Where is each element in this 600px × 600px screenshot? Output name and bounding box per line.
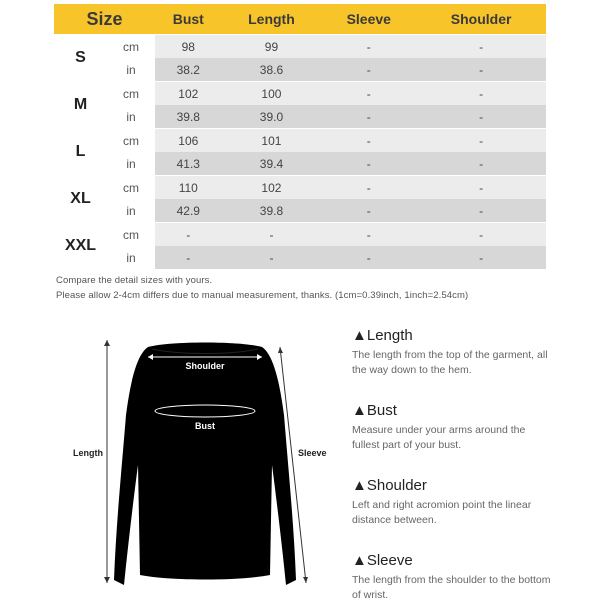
shoulder-value: - [416, 129, 546, 152]
header-sleeve: Sleeve [321, 4, 416, 34]
bust-value: 39.8 [155, 105, 222, 128]
legend-length [352, 327, 552, 378]
sleeve-value: - [321, 58, 416, 81]
length-value: 101 [222, 129, 322, 152]
table-row [54, 176, 546, 199]
unit-cell: in [107, 246, 155, 269]
sleeve-value: - [321, 129, 416, 152]
size-label-m: M [54, 82, 107, 128]
unit-cell: in [107, 199, 155, 222]
length-value: 39.8 [222, 199, 322, 222]
header-shoulder: Shoulder [416, 4, 546, 34]
size-chart-table [54, 4, 546, 270]
sleeve-value: - [321, 105, 416, 128]
legend-length-desc: The length from the top of the garment, all the way down to the hem. [352, 349, 548, 376]
length-value: 39.0 [222, 105, 322, 128]
sleeve-value: - [321, 152, 416, 175]
sleeve-label: Sleeve [298, 448, 327, 458]
header-bust: Bust [155, 4, 222, 34]
sleeve-value: - [321, 223, 416, 246]
sleeve-value: - [321, 82, 416, 105]
legend-sleeve-desc: The length from the shoulder to the bottom of wrist. [352, 574, 551, 600]
unit-cell: in [107, 105, 155, 128]
length-value: 99 [222, 35, 322, 58]
table-row [54, 58, 546, 81]
sleeve-value: - [321, 246, 416, 269]
garment-silhouette [114, 343, 296, 586]
bust-value: 41.3 [155, 152, 222, 175]
shoulder-value: - [416, 82, 546, 105]
table-row [54, 129, 546, 152]
bust-value: 106 [155, 129, 222, 152]
shoulder-value: - [416, 246, 546, 269]
table-row [54, 246, 546, 269]
measurement-note: Please allow 2-4cm differs due to manual measurement, thanks. (1cm=0.39inch, 1inch=2.54cm) [56, 290, 469, 301]
legend-shoulder [352, 477, 552, 528]
length-arrow-top [104, 340, 110, 346]
legend-shoulder-desc: Left and right acromion point the linear distance between. [352, 499, 532, 526]
legend-bust [352, 402, 552, 453]
legend-sleeve [352, 552, 552, 600]
sleeve-value: - [321, 176, 416, 199]
shoulder-label: Shoulder [185, 361, 225, 371]
shoulder-value: - [416, 58, 546, 81]
table-row [54, 35, 546, 58]
length-label: Length [73, 448, 103, 458]
unit-cell: in [107, 152, 155, 175]
length-value: 39.4 [222, 152, 322, 175]
legend-length-title: ▲Length [352, 327, 413, 344]
bust-value: 38.2 [155, 58, 222, 81]
length-value: - [222, 223, 322, 246]
compare-note: Compare the detail sizes with yours. [56, 275, 213, 286]
size-label-l: L [54, 129, 107, 175]
header-size: Size [54, 4, 155, 34]
garment-diagram [60, 325, 350, 600]
bust-value: 98 [155, 35, 222, 58]
bust-label: Bust [195, 421, 215, 431]
length-value: 102 [222, 176, 322, 199]
table-row [54, 105, 546, 128]
unit-cell: cm [107, 35, 155, 58]
sleeve-value: - [321, 199, 416, 222]
bust-value: - [155, 246, 222, 269]
shoulder-value: - [416, 199, 546, 222]
length-arrow-bottom [104, 577, 110, 583]
legend-shoulder-title: ▲Shoulder [352, 477, 427, 494]
shoulder-value: - [416, 105, 546, 128]
shoulder-value: - [416, 223, 546, 246]
table-header-row [54, 4, 546, 34]
length-value: 38.6 [222, 58, 322, 81]
sleeve-value: - [321, 35, 416, 58]
shoulder-value: - [416, 176, 546, 199]
unit-cell: cm [107, 223, 155, 246]
bust-value: 110 [155, 176, 222, 199]
table-row [54, 152, 546, 175]
size-label-xxl: XXL [54, 223, 107, 269]
header-length: Length [222, 4, 322, 34]
table-row [54, 82, 546, 105]
size-label-s: S [54, 35, 107, 81]
table-row [54, 223, 546, 246]
shoulder-value: - [416, 35, 546, 58]
bust-value: 42.9 [155, 199, 222, 222]
legend-bust-title: ▲Bust [352, 402, 397, 419]
unit-cell: in [107, 58, 155, 81]
unit-cell: cm [107, 176, 155, 199]
legend-bust-desc: Measure under your arms around the fullest part of your bust. [352, 424, 526, 451]
unit-cell: cm [107, 129, 155, 152]
size-label-xl: XL [54, 176, 107, 222]
shoulder-value: - [416, 152, 546, 175]
table-row [54, 199, 546, 222]
length-value: - [222, 246, 322, 269]
legend-sleeve-title: ▲Sleeve [352, 552, 413, 569]
bust-value: - [155, 223, 222, 246]
unit-cell: cm [107, 82, 155, 105]
length-value: 100 [222, 82, 322, 105]
bust-value: 102 [155, 82, 222, 105]
